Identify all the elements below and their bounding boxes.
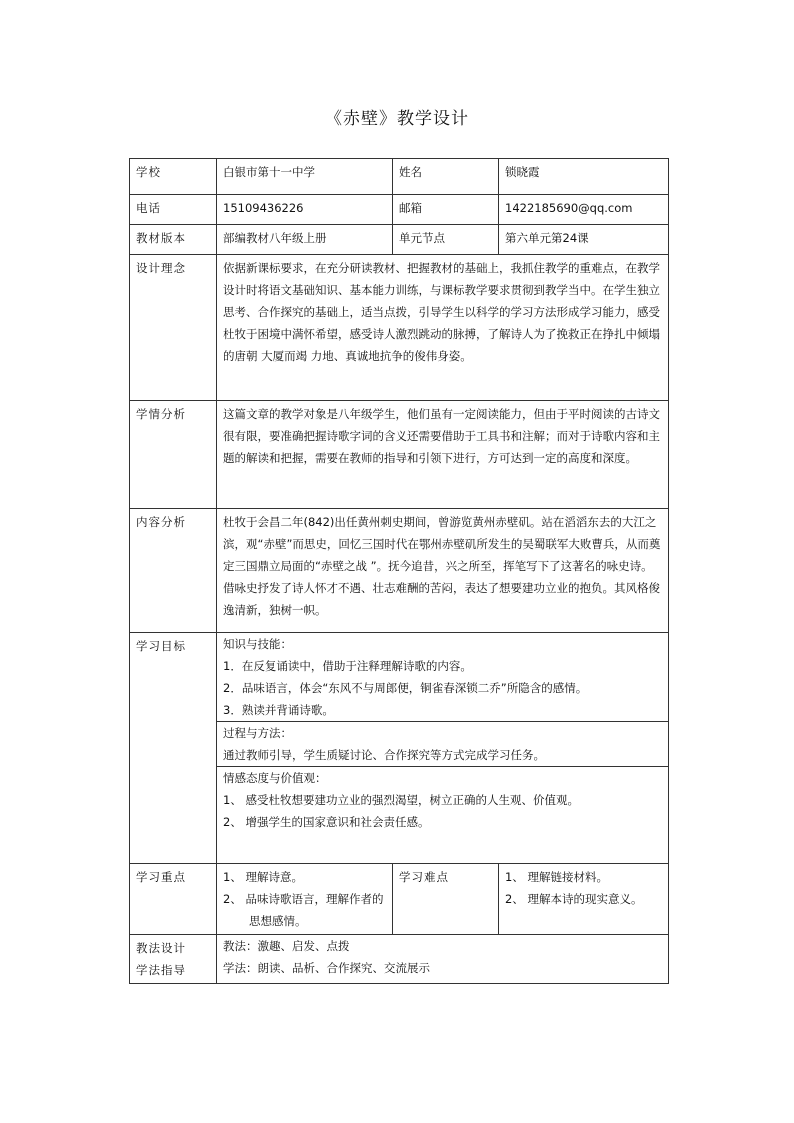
design-text: 依据新课标要求，在充分研读教材、把握教材的基础上，我抓住教学的重难点，在教学设计时将语文基础知识、基本能力训练，与课标教学要求贯彻到教学当中。在学生独立思考、合作探究的基础上，适当点拨，引导学生以科学的学习方法形成学习能力，感受杜牧于困境中满怀希望，感受诗人激烈跳动的脉搏，了解诗人为了挽救正在挣扎中倾塌的唐朝 大厦而竭 力地、真诚地抗争的俊伟身姿。 (217, 255, 669, 401)
method-label-line1: 教法设计 (136, 941, 186, 955)
process-text: 通过教师引导，学生质疑讨论、合作探究等方式完成学习任务。 (223, 748, 545, 762)
row-content (130, 509, 669, 633)
emotion-item-2: 2、 增强学生的国家意识和社会责任感。 (223, 815, 430, 829)
unit-label: 单元节点 (393, 225, 499, 255)
emotion-title: 情感态度与价值观： (223, 771, 327, 785)
row-design (130, 255, 669, 401)
edition-label: 教材版本 (130, 225, 217, 255)
analysis-label: 学情分析 (130, 401, 217, 509)
emotion-section (217, 766, 668, 863)
school-value: 白银市第十一中学 (217, 159, 393, 195)
key-label: 学习重点 (130, 864, 217, 935)
knowledge-item-1: 1．在反复诵读中，借助于注释理解诗歌的内容。 (223, 659, 472, 673)
goals-content (217, 633, 669, 864)
goals-label: 学习目标 (130, 633, 217, 864)
knowledge-title: 知识与技能： (223, 637, 292, 651)
method-label (130, 935, 217, 984)
emotion-item-1: 1、 感受杜牧想要建功立业的强烈渴望，树立正确的人生观、价值观。 (223, 793, 579, 807)
row-school (130, 159, 669, 195)
difficulty-label: 学习难点 (393, 864, 499, 935)
difficulty-item-2: 2、 理解本诗的现实意义。 (505, 892, 643, 906)
analysis-text: 这篇文章的教学对象是八年级学生，他们虽有一定阅读能力，但由于平时阅读的古诗文很有限，要准确把握诗歌字词的含义还需要借助于工具书和注解；而对于诗歌内容和主题的解读和把握，需要在教师的指导和引领下进行，方可达到一定的高度和深度。 (217, 401, 669, 509)
process-section (217, 721, 668, 766)
row-key-difficulty (130, 864, 669, 935)
method-label-line2: 学法指导 (136, 963, 186, 977)
process-title: 过程与方法： (223, 726, 292, 740)
key-item-2: 2、 品味诗歌语言，理解作者的思想感情。 (223, 892, 384, 928)
difficulty-item-1: 1、 理解链接材料。 (505, 870, 608, 884)
email-value: 1422185690@qq.com (499, 195, 669, 225)
row-method (130, 935, 669, 984)
phone-value: 15109436226 (217, 195, 393, 225)
method-content (217, 935, 669, 984)
difficulty-content (499, 864, 669, 935)
lesson-design-table (129, 158, 669, 984)
content-label: 内容分析 (130, 509, 217, 633)
knowledge-section (217, 633, 668, 721)
key-content (217, 864, 393, 935)
email-label: 邮箱 (393, 195, 499, 225)
content-text: 杜牧于会昌二年(842)出任黄州刺史期间，曾游览黄州赤壁矶。站在滔滔东去的大江之滨，观“赤壁”而思史，回忆三国时代在鄂州赤壁矶所发生的吴蜀联军大败曹兵，从而奠定三国鼎立局面的“赤壁之战 ”。抚今追昔，兴之所至，挥笔写下了这著名的咏史诗。借咏史抒发了诗人怀才不遇、壮志难酬的苦闷，表达了想要建功立业的抱负。其风格俊逸清新，独树一帜。 (217, 509, 669, 633)
row-phone (130, 195, 669, 225)
name-value: 锁晓霞 (499, 159, 669, 195)
row-analysis (130, 401, 669, 509)
name-label: 姓名 (393, 159, 499, 195)
school-label: 学校 (130, 159, 217, 195)
knowledge-item-3: 3．熟读并背诵诗歌。 (223, 703, 334, 717)
key-item-1: 1、 理解诗意。 (223, 870, 303, 884)
row-edition (130, 225, 669, 255)
learn-method: 学法：朗读、品析、合作探究、交流展示 (223, 961, 430, 975)
teach-method: 教法：激趣、启发、点拨 (223, 939, 350, 953)
page-title: 《赤壁》教学设计 (325, 109, 469, 129)
phone-label: 电话 (130, 195, 217, 225)
row-goals (130, 633, 669, 864)
design-label: 设计理念 (130, 255, 217, 401)
edition-value: 部编教材八年级上册 (217, 225, 393, 255)
knowledge-item-2: 2．品味语言，体会“东风不与周郎便，铜雀春深锁二乔”所隐含的感情。 (223, 681, 588, 695)
unit-value: 第六单元第24课 (499, 225, 669, 255)
